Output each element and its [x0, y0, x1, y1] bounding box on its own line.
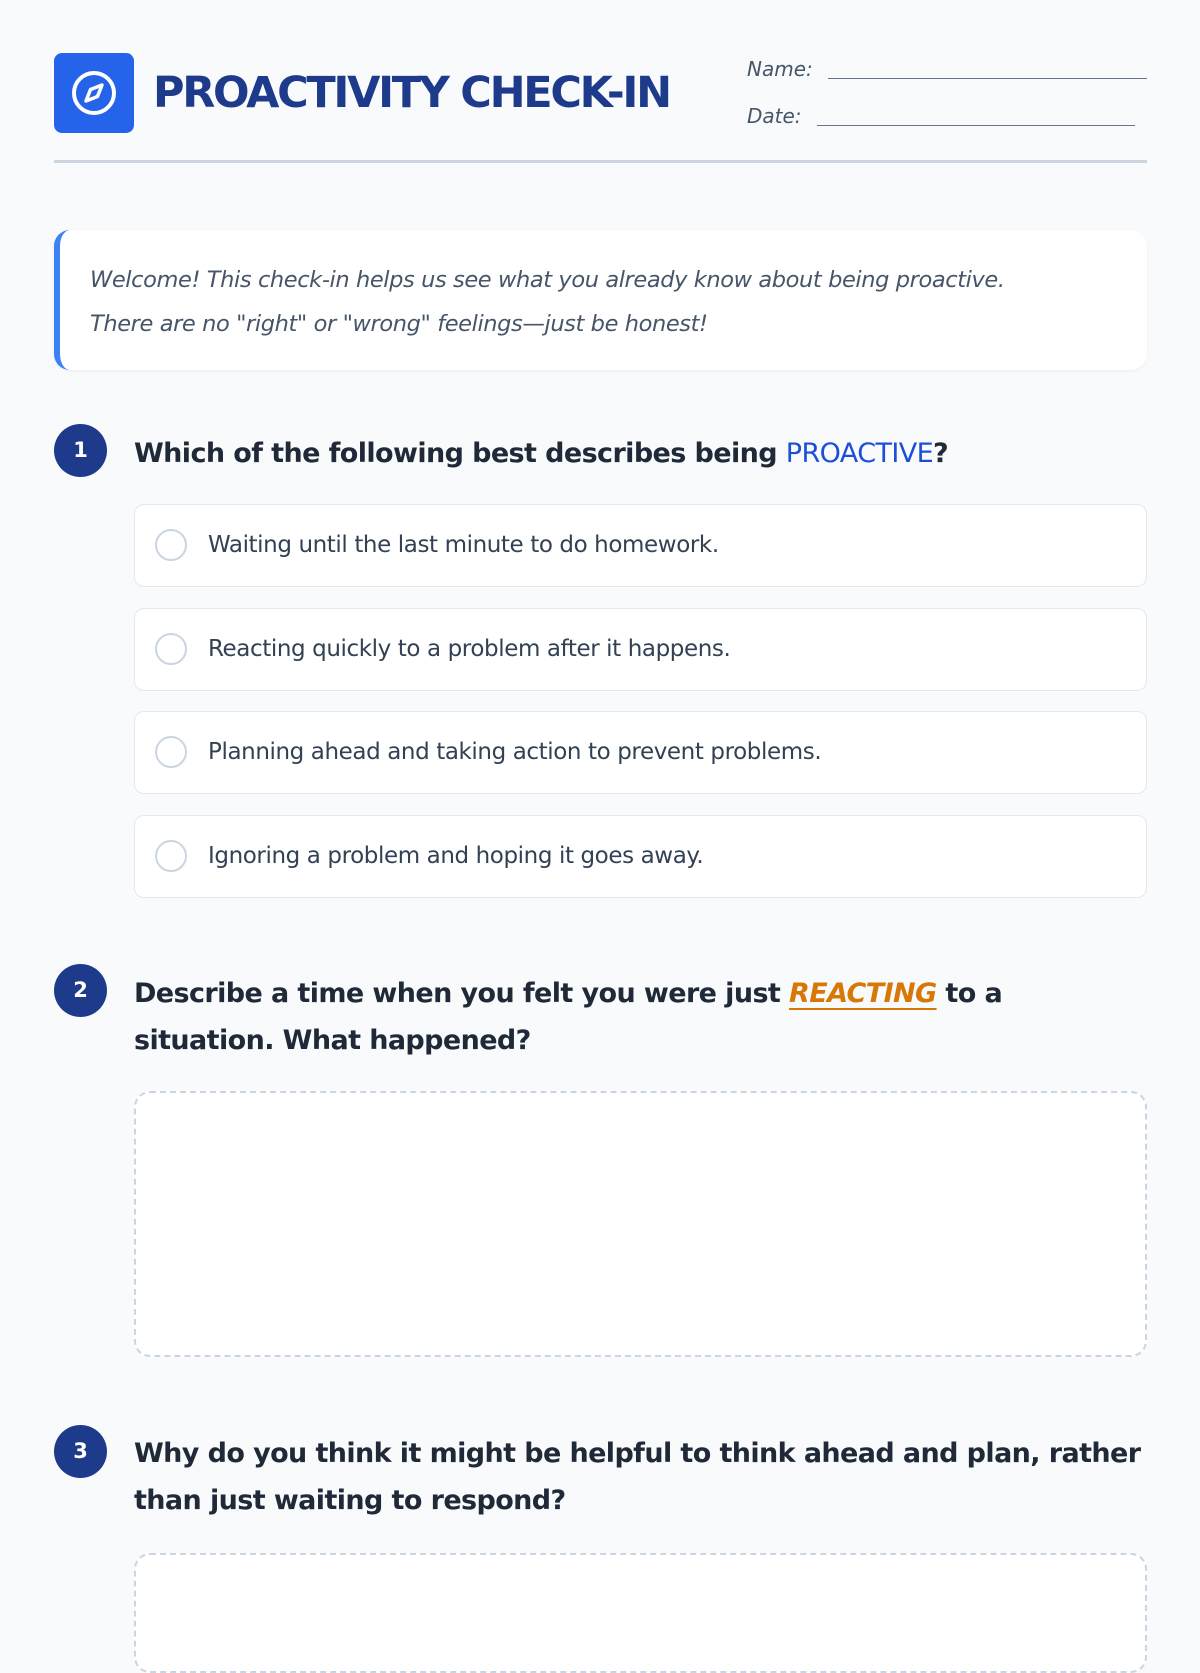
date-field[interactable]	[747, 102, 1147, 130]
question-1-option[interactable]	[134, 504, 1147, 587]
option-label: Ignoring a problem and hoping it goes away.	[208, 843, 704, 869]
option-label: Planning ahead and taking action to prevent problems.	[208, 739, 822, 765]
question-1-text-after: ?	[933, 438, 949, 469]
question-1-text	[134, 430, 1147, 477]
question-number-badge: 2	[54, 964, 107, 1017]
intro-line-1: Welcome! This check-in helps us see what you already know about being proactive.	[90, 267, 1005, 293]
radio-button[interactable]	[155, 840, 187, 872]
intro-line-2: There are no "right" or "wrong" feelings—just be honest!	[90, 311, 708, 337]
question-2-answer-box[interactable]	[134, 1091, 1147, 1357]
question-number-badge: 1	[54, 424, 107, 477]
question-2-text-after: to a situation. What happened?	[134, 978, 1003, 1056]
intro-text	[90, 258, 1130, 346]
name-field[interactable]	[747, 55, 1147, 83]
date-line[interactable]	[817, 125, 1135, 126]
question-3-answer-box[interactable]	[134, 1553, 1147, 1673]
question-number-badge: 3	[54, 1425, 107, 1478]
radio-button[interactable]	[155, 529, 187, 561]
header	[54, 53, 1147, 133]
question-1-option[interactable]	[134, 711, 1147, 794]
logo	[54, 53, 134, 133]
keyword-proactive: PROACTIVE	[785, 438, 934, 469]
question-1-text-before: Which of the following best describes being	[134, 438, 786, 469]
date-label: Date:	[747, 104, 802, 128]
header-divider	[54, 160, 1147, 163]
name-label: Name:	[747, 57, 813, 81]
option-label: Reacting quickly to a problem after it happens.	[208, 636, 731, 662]
compass-icon	[69, 68, 119, 118]
question-3-text: Why do you think it might be helpful to think ahead and plan, rather than just waiting to respond?	[134, 1438, 1141, 1516]
option-label: Waiting until the last minute to do homework.	[208, 532, 719, 558]
worksheet-page	[54, 0, 1147, 1600]
intro-callout	[54, 230, 1147, 370]
question-1-option[interactable]	[134, 608, 1147, 691]
keyword-reacting: REACTING	[789, 978, 937, 1009]
question-1-option[interactable]	[134, 815, 1147, 898]
radio-button[interactable]	[155, 736, 187, 768]
radio-button[interactable]	[155, 633, 187, 665]
name-line[interactable]	[828, 78, 1147, 79]
page-title: PROACTIVITY CHECK-IN	[153, 68, 670, 118]
question-2-text-before: Describe a time when you felt you were just	[134, 978, 790, 1009]
question-2-text	[134, 970, 1147, 1064]
